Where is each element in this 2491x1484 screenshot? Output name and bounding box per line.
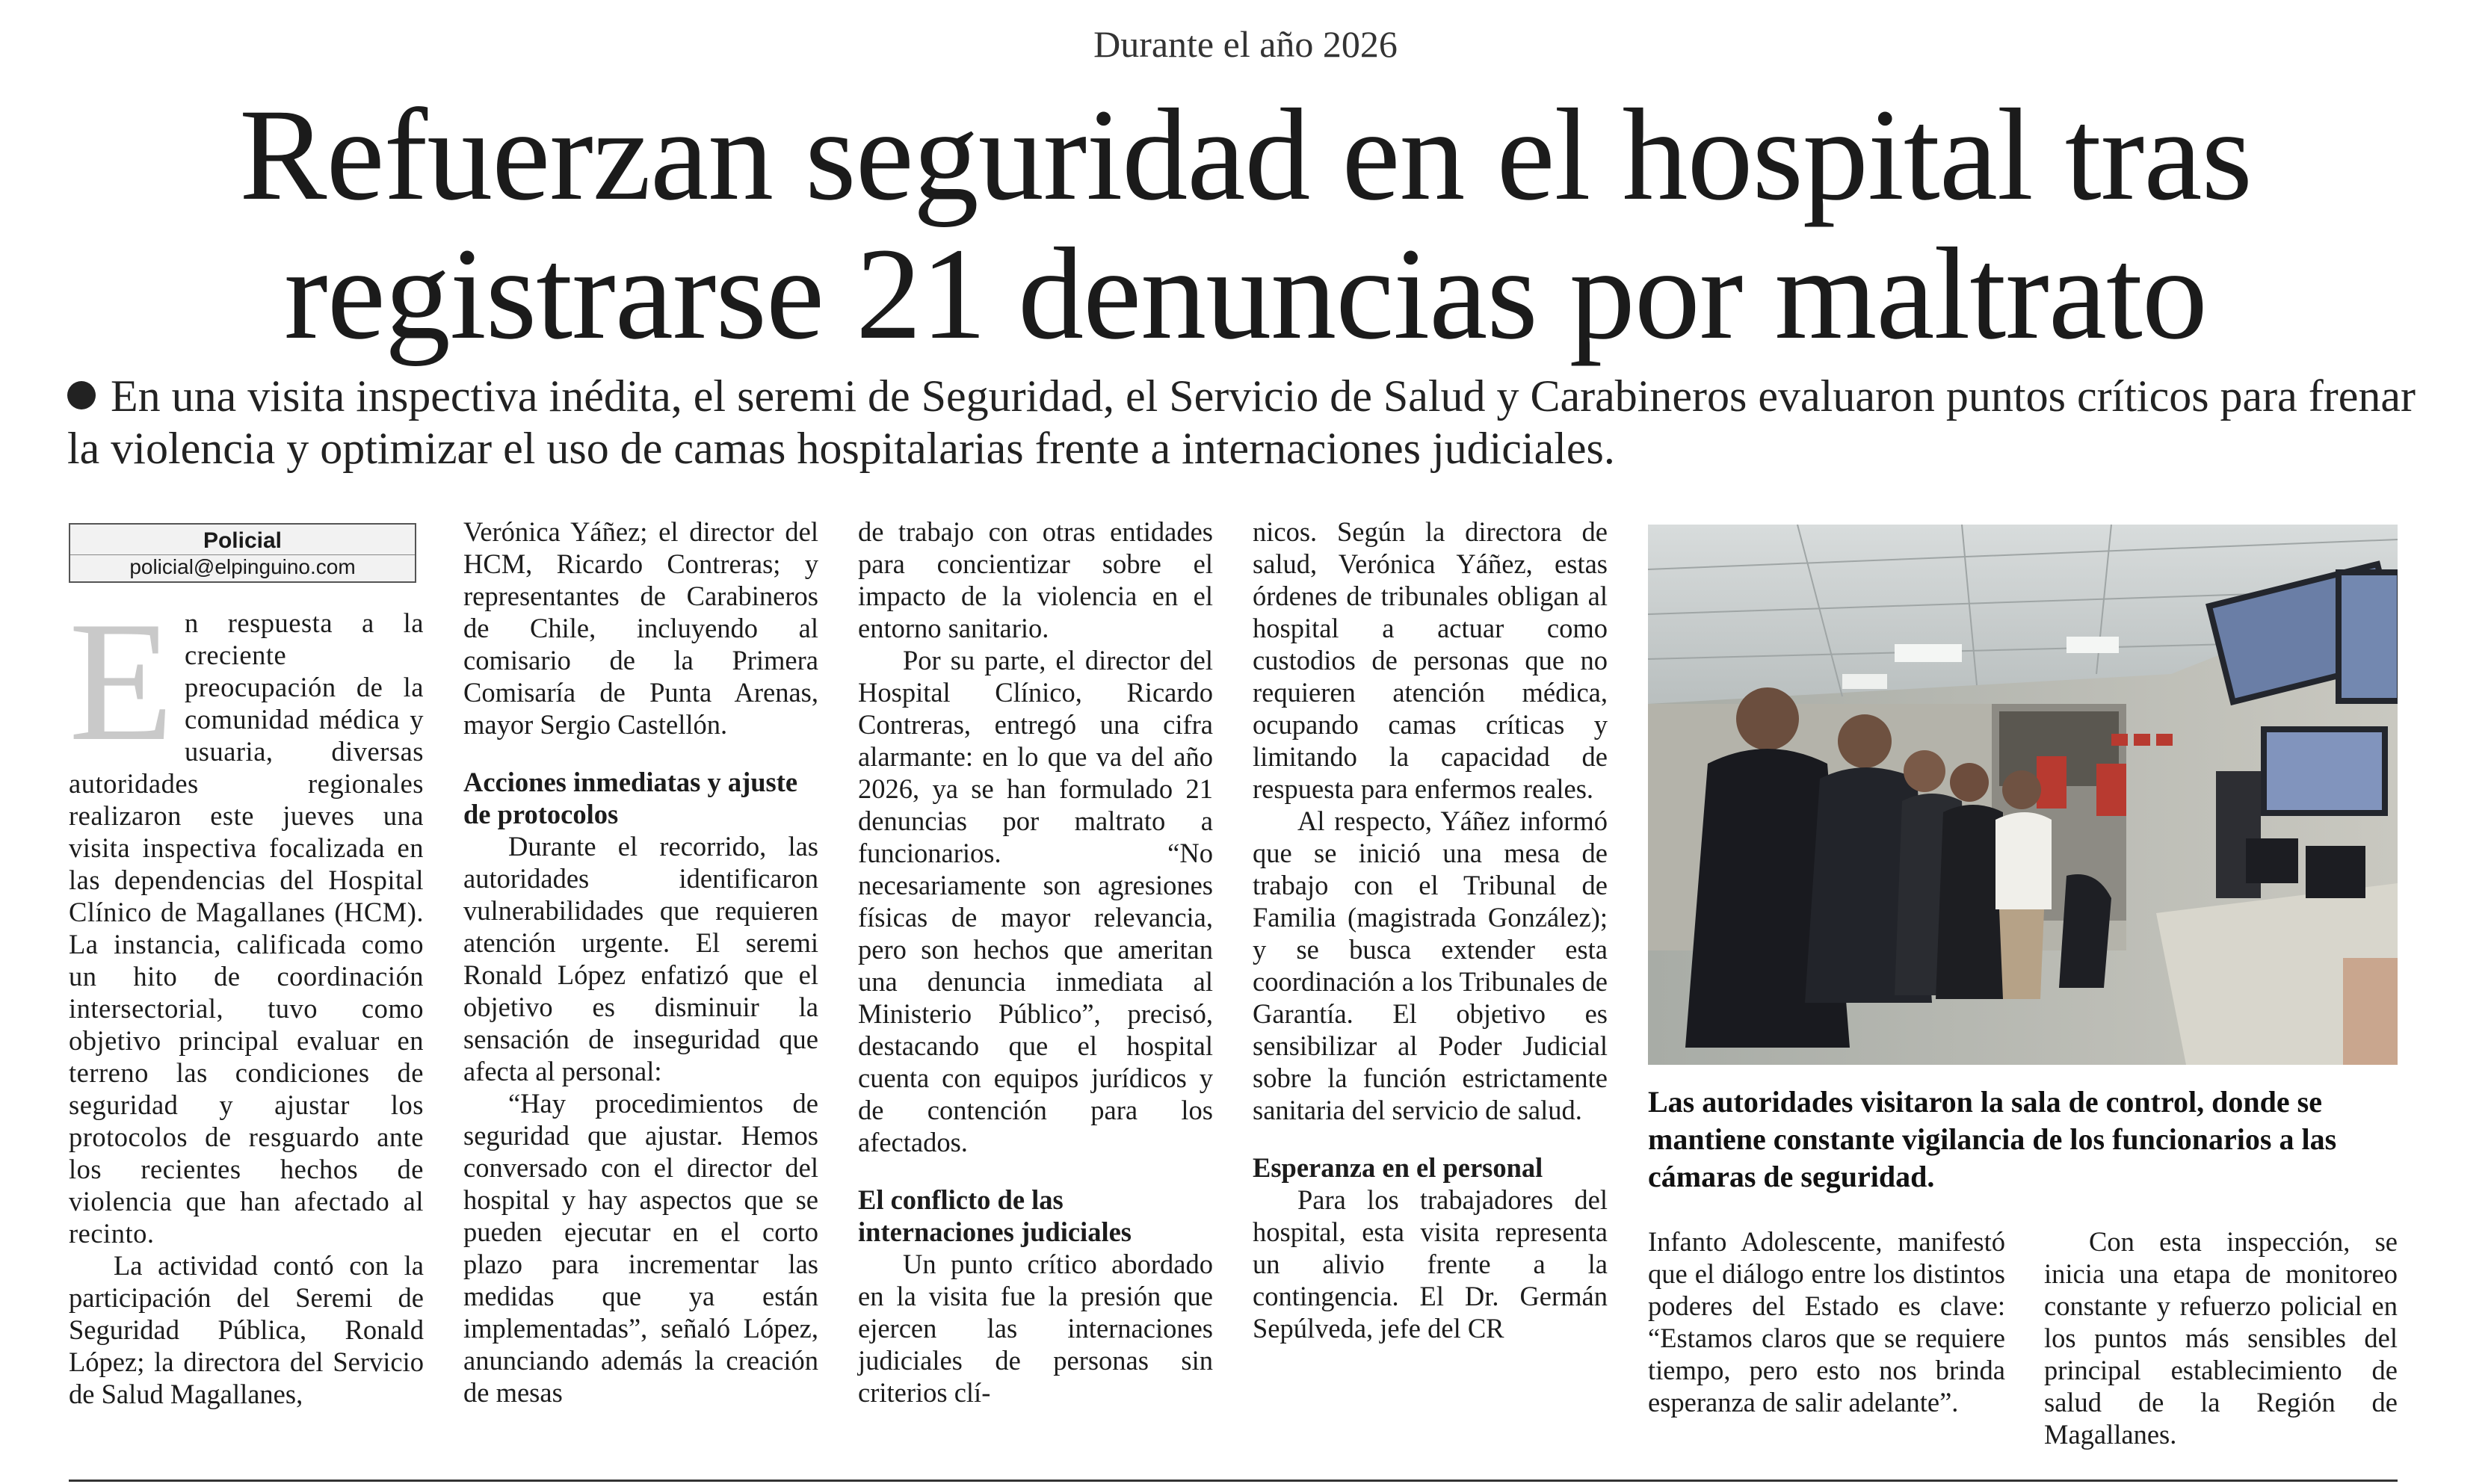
- body-paragraph-2: La actividad contó con la participación del Seremi de Seguridad Pública, Ronald López; la directora del Servicio de Salud Magallanes,: [69, 1250, 424, 1409]
- drop-cap: E: [69, 586, 174, 776]
- section-label: Policial: [203, 528, 283, 553]
- headline-line-2: registrarse 21 denuncias por maltrato: [284, 221, 2207, 367]
- control-room-photo: [1648, 525, 2398, 1065]
- byline-box: [69, 523, 416, 583]
- bottom-divider: [69, 1480, 2398, 1482]
- subhead-conflicto: El conflicto de las internaciones judiciales: [858, 1184, 1132, 1247]
- body-paragraph-3: Verónica Yáñez; el director del HCM, Ricardo Contreras; y representantes de Carabineros de Chile, incluyendo al comisario de la Primera Comisaría de Punta Arenas, mayor Sergio Castellón.: [463, 516, 818, 740]
- headline: [75, 82, 2416, 367]
- body-paragraph-1: [69, 586, 424, 1249]
- body-paragraph-11: Para los trabajadores del hospital, esta visita representa un alivio frente a la contingencia. El Dr. Germán Sepúlveda, jefe del CR: [1253, 1184, 1608, 1344]
- headline-line-1: Refuerzan seguridad en el hospital tras: [239, 82, 2252, 228]
- control-room-illustration: [1648, 525, 2398, 1065]
- body-paragraph-9: nicos. Según la directora de salud, Verónica Yáñez, estas órdenes de tribunales obligan al hospital a actuar como custodios de personas que no requieren atención médica, ocupando camas críticas y limitando la capacidad de respuesta para enfermos reales.: [1253, 516, 1608, 804]
- article-column-3: [858, 516, 1213, 1409]
- lead-text: En una visita inspectiva inédita, el seremi de Seguridad, el Servicio de Salud y Carabineros evaluaron puntos críticos para frenar la violencia y optimizar el uso de camas hospitalarias frente a internaciones judiciales.: [67, 371, 2416, 473]
- kicker: Durante el año 2026: [1093, 23, 1398, 65]
- body-paragraph-4: Durante el recorrido, las autoridades identificaron vulnerabilidades que requieren atención urgente. El seremi Ronald López enfatizó que el objetivo es disminuir la sensación de inseguridad que afecta al personal:: [463, 831, 818, 1086]
- body-paragraph-5: “Hay procedimientos de seguridad que ajustar. Hemos conversado con el director del hospital y hay aspectos que se pueden ejecutar en el corto plazo para incrementar las medidas que ya están implementadas”, señaló López, anunciando además la creación de mesas: [463, 1088, 818, 1408]
- section-email[interactable]: policial@elpinguino.com: [70, 554, 415, 579]
- body-paragraph-12: Infanto Adolescente, manifestó que el diálogo entre los distintos poderes del Estado es clave: “Estamos claros que se requiere tiempo, pero esto nos brinda esperanza de salir adelante”.: [1648, 1226, 2005, 1417]
- body-paragraph-7: Por su parte, el director del Hospital Clínico, Ricardo Contreras, entregó una cifra alarmante: en lo que va del año 2026, ya se han formulado 21 denuncias por maltrato a funcionarios. “No necesariamente son agresiones físicas de mayor relevancia, pero son hechos que ameritan una denuncia inmediata al Ministerio Público”, precisó, destacando que el hospital cuenta con equipos jurídicos y de contención para los afectados.: [858, 645, 1213, 1157]
- article-column-4: [1253, 516, 1608, 1344]
- body-paragraph-6: de trabajo con otras entidades para concientizar sobre el impacto de la violencia en el entorno sanitario.: [858, 516, 1213, 643]
- article-column-5: [1648, 1225, 2005, 1418]
- bullet-icon: [67, 381, 96, 409]
- subhead-esperanza: Esperanza en el personal: [1253, 1152, 1543, 1183]
- article-column-1: [69, 586, 424, 1410]
- subhead-acciones: Acciones inmediatas y ajuste de protocolos: [463, 767, 798, 829]
- body-paragraph-8: Un punto crítico abordado en la visita fue la presión que ejercen las internaciones judiciales de personas sin criterios clí-: [858, 1249, 1213, 1408]
- body-paragraph-1-text: n respuesta a la creciente preocupación de la comunidad médica y usuaria, diversas autoridades regionales realizaron este jueves una visita inspectiva focalizada en las dependencias del Hospital Clínico de Magallanes (HCM). La instancia, calificada como un hito de coordinación intersectorial, tuvo como objetivo principal evaluar en terreno las condiciones de seguridad y ajustar los protocolos de resguardo ante los recientes hechos de violencia que han afectado al recinto.: [69, 607, 424, 1249]
- body-paragraph-13: Con esta inspección, se inicia una etapa de monitoreo constante y refuerzo policial en los puntos más sensibles del principal establecimiento de salud de la Región de Magallanes.: [2044, 1226, 2398, 1450]
- article-column-2: [463, 516, 818, 1409]
- lead-paragraph: [67, 370, 2429, 474]
- article-column-6: [2044, 1225, 2398, 1450]
- body-paragraph-10: Al respecto, Yáñez informó que se inició una mesa de trabajo con el Tribunal de Familia (magistrada González); y se busca extender esta coordinación a los Tribunales de Garantía. El objetivo es sensibilizar al Poder Judicial sobre la función estrictamente sanitaria del servicio de salud.: [1253, 806, 1608, 1125]
- photo-caption: Las autoridades visitaron la sala de control, donde se mantiene constante vigilancia de los funcionarios a las cámaras de seguridad.: [1648, 1085, 2337, 1193]
